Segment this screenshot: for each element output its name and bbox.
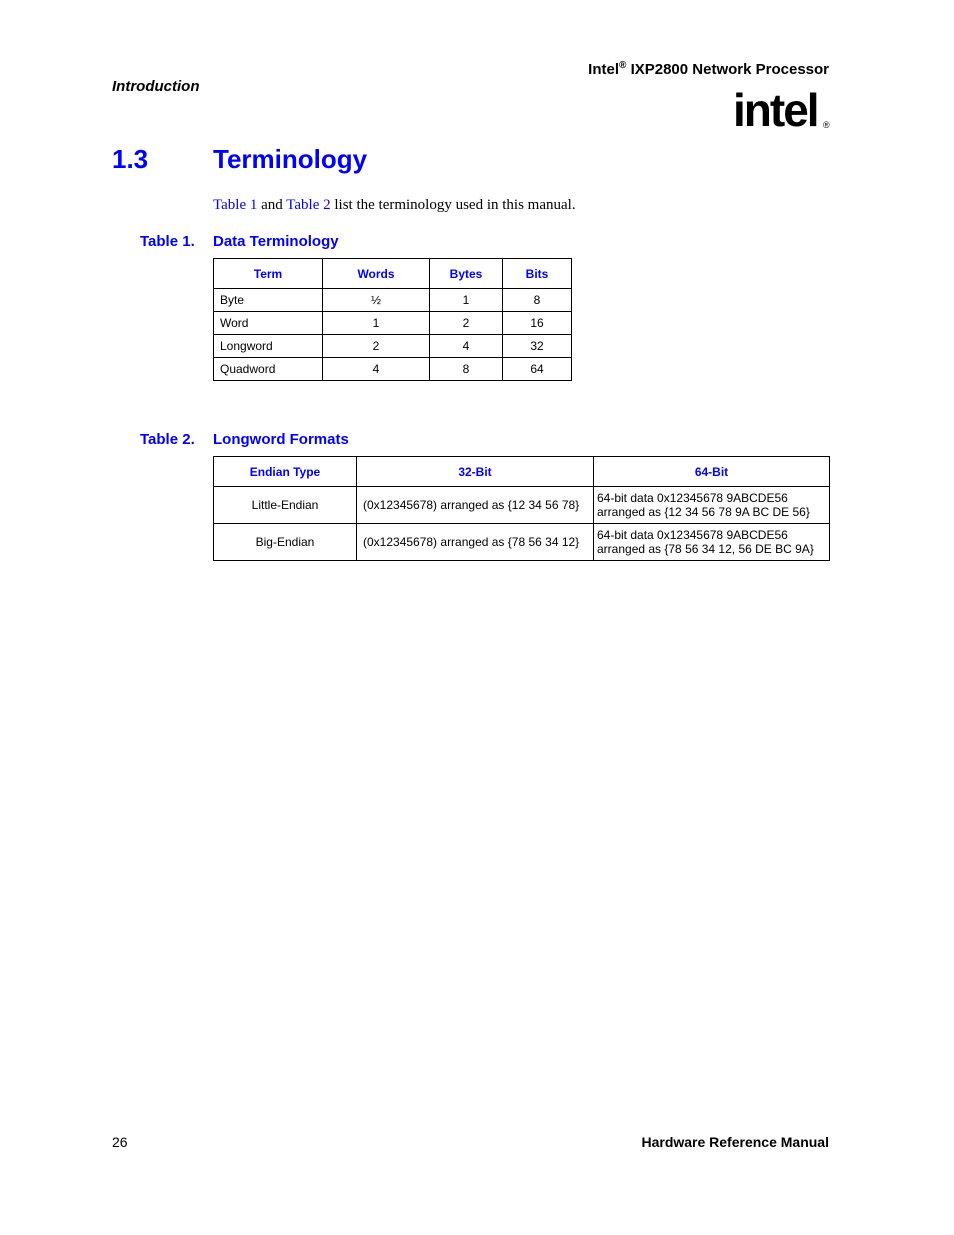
column-header: Endian Type [214, 457, 357, 487]
table-cell: Word [214, 312, 323, 335]
table-cell: 4 [430, 335, 503, 358]
table-cell: (0x12345678) arranged as {12 34 56 78} [357, 487, 594, 524]
logo-wordmark: intel [733, 86, 818, 136]
table-cell: 64 [503, 358, 572, 381]
table-header-row [214, 259, 572, 289]
table2-link[interactable]: Table 2 [286, 197, 331, 213]
table-header-row [214, 457, 830, 487]
table-row [214, 487, 830, 524]
intel-logo [733, 86, 833, 142]
intro-text: and [257, 197, 287, 213]
table-cell: Little-Endian [214, 487, 357, 524]
table-cell: Byte [214, 289, 323, 312]
section-number: 1.3 [112, 144, 149, 174]
table-cell: 2 [430, 312, 503, 335]
intro-text-rest: list the terminology used in this manual. [330, 197, 576, 213]
table2-caption-title: Longword Formats [213, 431, 349, 448]
table1-caption-title: Data Terminology [213, 233, 339, 250]
table-row [214, 524, 830, 561]
page-number: 26 [112, 1134, 128, 1150]
column-header: Words [323, 259, 430, 289]
cell-line: arranged as {12 34 56 78 9A BC DE 56} [597, 505, 810, 519]
cell-line: 64-bit data 0x12345678 9ABCDE56 [597, 528, 788, 542]
logo-registered-mark: ® [823, 120, 830, 130]
cell-line: 64-bit data 0x12345678 9ABCDE56 [597, 491, 788, 505]
footer-manual-title: Hardware Reference Manual [641, 1134, 829, 1150]
table-cell: (0x12345678) arranged as {78 56 34 12} [357, 524, 594, 561]
table1-link[interactable]: Table 1 [213, 197, 258, 213]
table2-caption-number: Table 2. [140, 431, 195, 448]
table-cell: 8 [503, 289, 572, 312]
table-cell: Big-Endian [214, 524, 357, 561]
section-title: Terminology [213, 144, 368, 174]
table-cell: 4 [323, 358, 430, 381]
cell-line: arranged as {78 56 34 12, 56 DE BC 9A} [597, 542, 814, 556]
table-cell [594, 487, 830, 524]
table-cell: Quadword [214, 358, 323, 381]
longword-formats-table [213, 456, 830, 561]
column-header: Bits [503, 259, 572, 289]
table-cell: 16 [503, 312, 572, 335]
table-cell: Longword [214, 335, 323, 358]
running-header-section: Introduction [112, 78, 200, 95]
table-row [214, 358, 572, 381]
table-cell [594, 524, 830, 561]
intro-paragraph [213, 197, 576, 214]
column-header: 64-Bit [594, 457, 830, 487]
table-cell: 1 [430, 289, 503, 312]
column-header: 32-Bit [357, 457, 594, 487]
table-row [214, 312, 572, 335]
table-cell: 8 [430, 358, 503, 381]
table-row [214, 335, 572, 358]
running-header-product [588, 60, 829, 78]
column-header: Term [214, 259, 323, 289]
table-cell: 32 [503, 335, 572, 358]
column-header: Bytes [430, 259, 503, 289]
table-cell: ½ [323, 289, 430, 312]
table1-caption-number: Table 1. [140, 233, 195, 250]
data-terminology-table [213, 258, 572, 381]
product-prefix: Intel [588, 61, 620, 78]
table-row [214, 289, 572, 312]
registered-mark: ® [619, 60, 627, 71]
table-cell: 1 [323, 312, 430, 335]
table-cell: 2 [323, 335, 430, 358]
product-name: IXP2800 Network Processor [630, 61, 829, 78]
